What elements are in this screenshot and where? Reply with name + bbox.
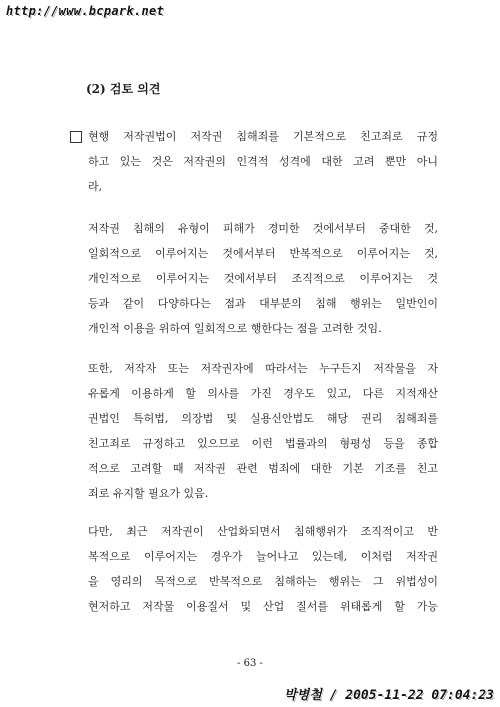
paragraph-line: 적으로 고려할 때 저작권 관련 범죄에 대한 기본 기조를 친고 — [88, 462, 438, 475]
paragraph-line: 등과 같이 다양하다는 점과 대부분의 침해 행위는 일반인이 — [88, 297, 438, 310]
square-bullet-icon — [70, 131, 82, 143]
paragraph-1 — [88, 216, 438, 341]
paragraph-line: 개인적 이용을 위하여 일회적으로 행한다는 점을 고려한 것임. — [88, 322, 382, 335]
paragraph-3 — [88, 519, 438, 619]
paragraph-line: 유롭게 이용하게 할 의사를 가진 경우도 있고, 다른 지적재산 — [88, 387, 438, 400]
paragraph-line: 권법인 특허법, 의장법 및 실용신안법도 해당 권리 침해죄를 — [88, 412, 438, 425]
paragraph-line: 현저하고 저작물 이용질서 및 산업 질서를 위태롭게 할 가능 — [88, 600, 438, 613]
bullet-line-3: 라, — [88, 180, 103, 193]
author-timestamp-stamp: 박병철 / 2005-11-22 07:04:23 — [284, 688, 494, 703]
paragraph-line: 친고죄로 규정하고 있으므로 이런 법률과의 형평성 등을 종합 — [88, 437, 438, 450]
page-number: - 63 - — [237, 658, 263, 669]
watermark-url: http://www.bcpark.net — [6, 4, 165, 18]
bullet-continuation — [88, 149, 438, 199]
paragraph-line: 개인적으로 이루어지는 것에서부터 조직적으로 이루어지는 것 — [88, 272, 438, 285]
paragraph-line: 죄로 유지할 필요가 있음. — [88, 487, 209, 500]
paragraph-line: 을 영리의 목적으로 반복적으로 침해하는 행위는 그 위법성이 — [88, 575, 438, 588]
bullet-line-2: 하고 있는 것은 저작권의 인격적 성격에 대한 고려 뿐만 아니 — [88, 155, 438, 168]
paragraph-2 — [88, 356, 438, 506]
paragraph-line: 복적으로 이루어지는 경우가 늘어나고 있는데, 이처럼 저작권 — [88, 550, 438, 563]
paragraph-line: 또한, 저작자 또는 저작권자에 따라서는 누구든지 저작물을 자 — [88, 362, 438, 375]
paragraph-line: 저작권 침해의 유형이 피해가 경미한 것에서부터 중대한 것, — [88, 222, 438, 235]
paragraph-line: 다만, 최근 저작권이 산업화되면서 침해행위가 조직적이고 반 — [88, 525, 438, 538]
section-heading: (2) 검토 의견 — [86, 82, 161, 96]
bullet-line-1: 현행 저작권법이 저작권 침해죄를 기본적으로 친고죄로 규정 — [88, 130, 438, 143]
paragraph-line: 일회적으로 이루어지는 것에서부터 반복적으로 이루어지는 것, — [88, 247, 438, 260]
